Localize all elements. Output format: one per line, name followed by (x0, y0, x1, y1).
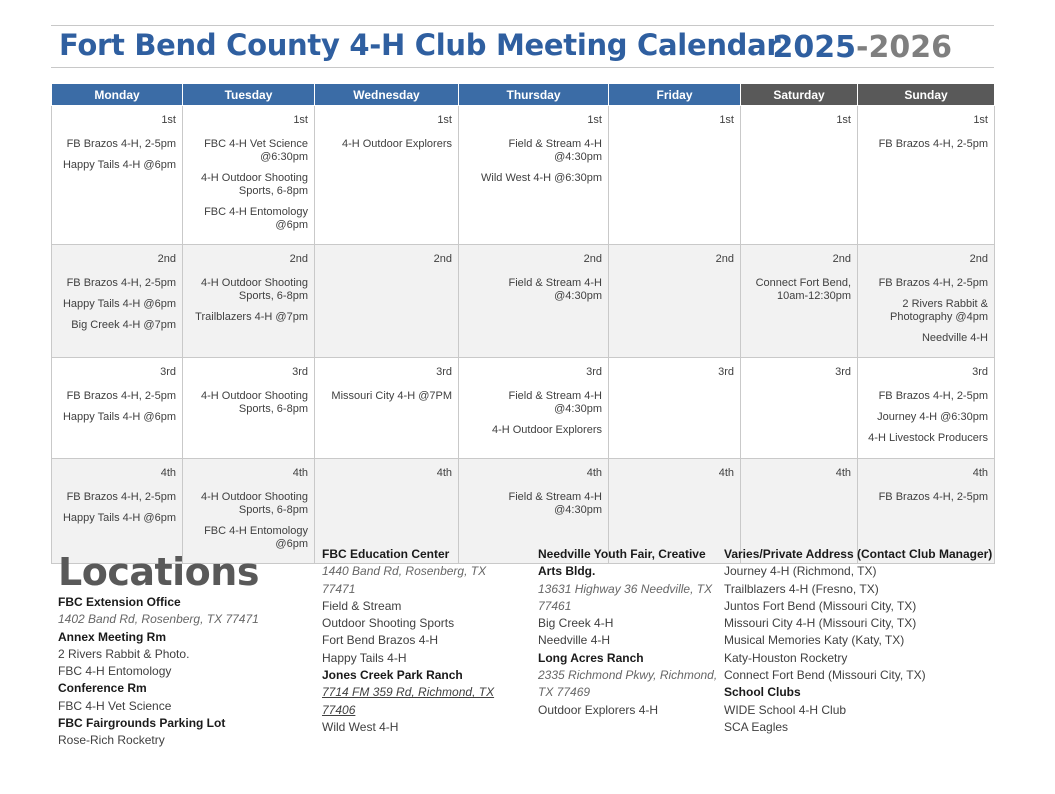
meeting-event: 4-H Outdoor Shooting Sports, 6-8pm (200, 277, 308, 302)
day-occurrence-label: 4th (586, 467, 602, 479)
calendar-day-cell (183, 459, 315, 564)
calendar-day-cell (459, 245, 609, 358)
calendar-day-cell (609, 106, 741, 245)
meeting-event: Trailblazers 4-H @7pm (195, 311, 308, 323)
meeting-event: 2 Rivers Rabbit & Photography @4pm (889, 298, 988, 323)
calendar-day-cell (459, 106, 609, 245)
locations-heading: Locations (58, 550, 259, 594)
meeting-event: Big Creek 4-H @7pm (71, 319, 176, 331)
calendar-day-cell (609, 358, 741, 459)
meeting-event: 4-H Outdoor Explorers (491, 424, 602, 436)
header-thursday: Thursday (459, 84, 609, 106)
meeting-event: Happy Tails 4-H @6pm (62, 159, 176, 171)
club-name: Happy Tails 4-H (322, 650, 407, 665)
school-year (773, 30, 952, 65)
calendar-day-cell (183, 358, 315, 459)
calendar-day-cell (858, 106, 995, 245)
year-end: 2026 (868, 30, 952, 65)
page-title: Fort Bend County 4-H Club Meeting Calendar (59, 28, 781, 62)
meeting-event: FB Brazos 4-H, 2-5pm (878, 390, 988, 402)
day-occurrence-label: 3rd (718, 366, 734, 378)
club-name: Big Creek 4-H (538, 616, 614, 631)
calendar-day-cell (459, 358, 609, 459)
club-name: Musical Memories Katy (Katy, TX) (724, 633, 905, 648)
day-occurrence-label: 3rd (436, 366, 452, 378)
meeting-event: Field & Stream 4-H @4:30pm (508, 277, 602, 302)
meeting-event: Missouri City 4-H @7PM (331, 390, 452, 402)
day-occurrence-label: 2nd (832, 253, 851, 265)
top-rule (51, 25, 994, 26)
meeting-event: FB Brazos 4-H, 2-5pm (878, 491, 988, 503)
year-separator: - (856, 30, 869, 65)
club-name: Missouri City 4-H (Missouri City, TX) (724, 616, 917, 631)
day-occurrence-label: 1st (293, 114, 308, 126)
day-occurrence-label: 4th (972, 467, 988, 479)
calendar-day-cell (315, 106, 459, 245)
meeting-event: 4-H Outdoor Shooting Sports, 6-8pm (200, 172, 308, 197)
location-heading: Varies/Private Address (Contact Club Manager) (724, 547, 993, 561)
meeting-event: FB Brazos 4-H, 2-5pm (66, 491, 176, 503)
day-occurrence-label: 1st (161, 114, 176, 126)
club-name: WIDE School 4-H Club (724, 702, 847, 717)
meeting-event: Needville 4-H (921, 332, 988, 344)
meeting-event: FB Brazos 4-H, 2-5pm (66, 390, 176, 402)
club-name: Wild West 4-H (322, 719, 399, 734)
calendar-day-cell (52, 106, 183, 245)
day-occurrence-label: 4th (436, 467, 452, 479)
calendar-day-cell (741, 358, 858, 459)
calendar-day-cell (52, 358, 183, 459)
location-heading: Needville Youth Fair, Creative Arts Bldg. (538, 547, 706, 579)
meeting-event: FBC 4-H Entomology @6pm (204, 525, 308, 550)
club-name: Fort Bend Brazos 4-H (322, 633, 439, 648)
location-heading: Jones Creek Park Ranch (322, 668, 463, 683)
meeting-event: 4-H Outdoor Explorers (341, 138, 452, 150)
meeting-event: FB Brazos 4-H, 2-5pm (878, 277, 988, 289)
day-occurrence-label: 3rd (972, 366, 988, 378)
location-heading: Long Acres Ranch (538, 650, 644, 665)
locations-column-4 (724, 546, 1014, 736)
day-occurrence-label: 4th (835, 467, 851, 479)
calendar-day-cell (183, 245, 315, 358)
day-occurrence-label: 2nd (715, 253, 734, 265)
year-start: 2025 (772, 30, 857, 65)
meeting-event: FBC 4-H Vet Science @6:30pm (204, 138, 308, 163)
meeting-event: Field & Stream 4-H @4:30pm (508, 390, 602, 415)
meeting-event: FB Brazos 4-H, 2-5pm (878, 138, 988, 150)
club-name: FBC 4-H Vet Science (58, 698, 172, 713)
header-sunday: Sunday (858, 84, 995, 106)
location-heading: FBC Fairgrounds Parking Lot (58, 716, 226, 731)
header-tuesday: Tuesday (183, 84, 315, 106)
meeting-event: Wild West 4-H @6:30pm (481, 172, 602, 184)
meeting-event: Happy Tails 4-H @6pm (62, 298, 176, 310)
club-name: Katy-Houston Rocketry (724, 650, 848, 665)
club-name: Needville 4-H (538, 633, 611, 648)
club-name: Juntos Fort Bend (Missouri City, TX) (724, 598, 917, 613)
day-occurrence-label: 1st (587, 114, 602, 126)
day-occurrence-label: 2nd (157, 253, 176, 265)
location-address-link[interactable]: 7714 FM 359 Rd, Richmond, TX 77406 (322, 685, 495, 717)
location-heading: FBC Extension Office (58, 595, 181, 609)
locations-column-3 (538, 546, 718, 719)
club-name: Outdoor Shooting Sports (322, 616, 455, 631)
location-heading: Conference Rm (58, 681, 147, 696)
meeting-event: Field & Stream 4-H @4:30pm (508, 138, 602, 163)
day-occurrence-label: 1st (437, 114, 452, 126)
day-occurrence-label: 2nd (583, 253, 602, 265)
club-name: Outdoor Explorers 4-H (538, 702, 659, 717)
header-friday: Friday (609, 84, 741, 106)
day-occurrence-label: 1st (973, 114, 988, 126)
calendar-week-row (52, 245, 995, 358)
club-name: FBC 4-H Entomology (58, 664, 172, 679)
location-heading: FBC Education Center (322, 547, 450, 561)
locations-column-2 (322, 546, 522, 736)
day-occurrence-label: 2nd (289, 253, 308, 265)
day-occurrence-label: 2nd (969, 253, 988, 265)
club-name: Connect Fort Bend (Missouri City, TX) (724, 668, 926, 683)
meeting-event: 4-H Outdoor Shooting Sports, 6-8pm (200, 390, 308, 415)
club-name: Trailblazers 4-H (Fresno, TX) (724, 581, 879, 596)
header-saturday: Saturday (741, 84, 858, 106)
meeting-event: 4-H Outdoor Shooting Sports, 6-8pm (200, 491, 308, 516)
club-name: Journey 4-H (Richmond, TX) (724, 564, 877, 579)
meeting-event: Happy Tails 4-H @6pm (62, 411, 176, 423)
locations-column-1 (58, 552, 308, 750)
meeting-event: 4-H Livestock Producers (868, 432, 988, 444)
calendar-week-row (52, 358, 995, 459)
meeting-event: FB Brazos 4-H, 2-5pm (66, 138, 176, 150)
day-occurrence-label: 2nd (433, 253, 452, 265)
location-address: 1402 Band Rd, Rosenberg, TX 77471 (58, 612, 259, 627)
club-name: SCA Eagles (724, 719, 789, 734)
calendar-day-cell (741, 245, 858, 358)
meeting-event: Connect Fort Bend, 10am-12:30pm (755, 277, 851, 302)
club-name: Rose-Rich Rocketry (58, 733, 165, 748)
calendar-day-cell (609, 245, 741, 358)
day-occurrence-label: 1st (836, 114, 851, 126)
calendar-day-cell (858, 358, 995, 459)
calendar-day-cell (52, 459, 183, 564)
location-address: 13631 Highway 36 Needville, TX 77461 (538, 581, 713, 613)
day-occurrence-label: 3rd (586, 366, 602, 378)
meeting-event: FBC 4-H Entomology @6pm (204, 206, 308, 231)
calendar-day-cell (52, 245, 183, 358)
header-monday: Monday (52, 84, 183, 106)
day-occurrence-label: 4th (718, 467, 734, 479)
calendar-day-cell (741, 106, 858, 245)
header-wednesday: Wednesday (315, 84, 459, 106)
calendar-day-cell (315, 245, 459, 358)
location-heading: Annex Meeting Rm (58, 629, 167, 644)
title-underline (51, 67, 994, 68)
club-name: Field & Stream (322, 598, 402, 613)
club-name: 2 Rivers Rabbit & Photo. (58, 646, 190, 661)
day-occurrence-label: 1st (719, 114, 734, 126)
calendar-day-cell (183, 106, 315, 245)
meeting-event: Happy Tails 4-H @6pm (62, 512, 176, 524)
day-occurrence-label: 3rd (292, 366, 308, 378)
calendar-day-cell (315, 358, 459, 459)
meeting-event: FB Brazos 4-H, 2-5pm (66, 277, 176, 289)
location-address: 1440 Band Rd, Rosenberg, TX 77471 (322, 564, 487, 596)
calendar-week-row (52, 106, 995, 245)
meeting-calendar (51, 84, 995, 564)
day-occurrence-label: 3rd (835, 366, 851, 378)
day-occurrence-label: 4th (292, 467, 308, 479)
meeting-event: Journey 4-H @6:30pm (877, 411, 988, 423)
day-occurrence-label: 3rd (160, 366, 176, 378)
weekday-header-row (52, 84, 995, 106)
location-heading: School Clubs (724, 685, 801, 700)
meeting-event: Field & Stream 4-H @4:30pm (508, 491, 602, 516)
location-address: 2335 Richmond Pkwy, Richmond, TX 77469 (538, 668, 718, 700)
calendar-day-cell (858, 245, 995, 358)
day-occurrence-label: 4th (160, 467, 176, 479)
